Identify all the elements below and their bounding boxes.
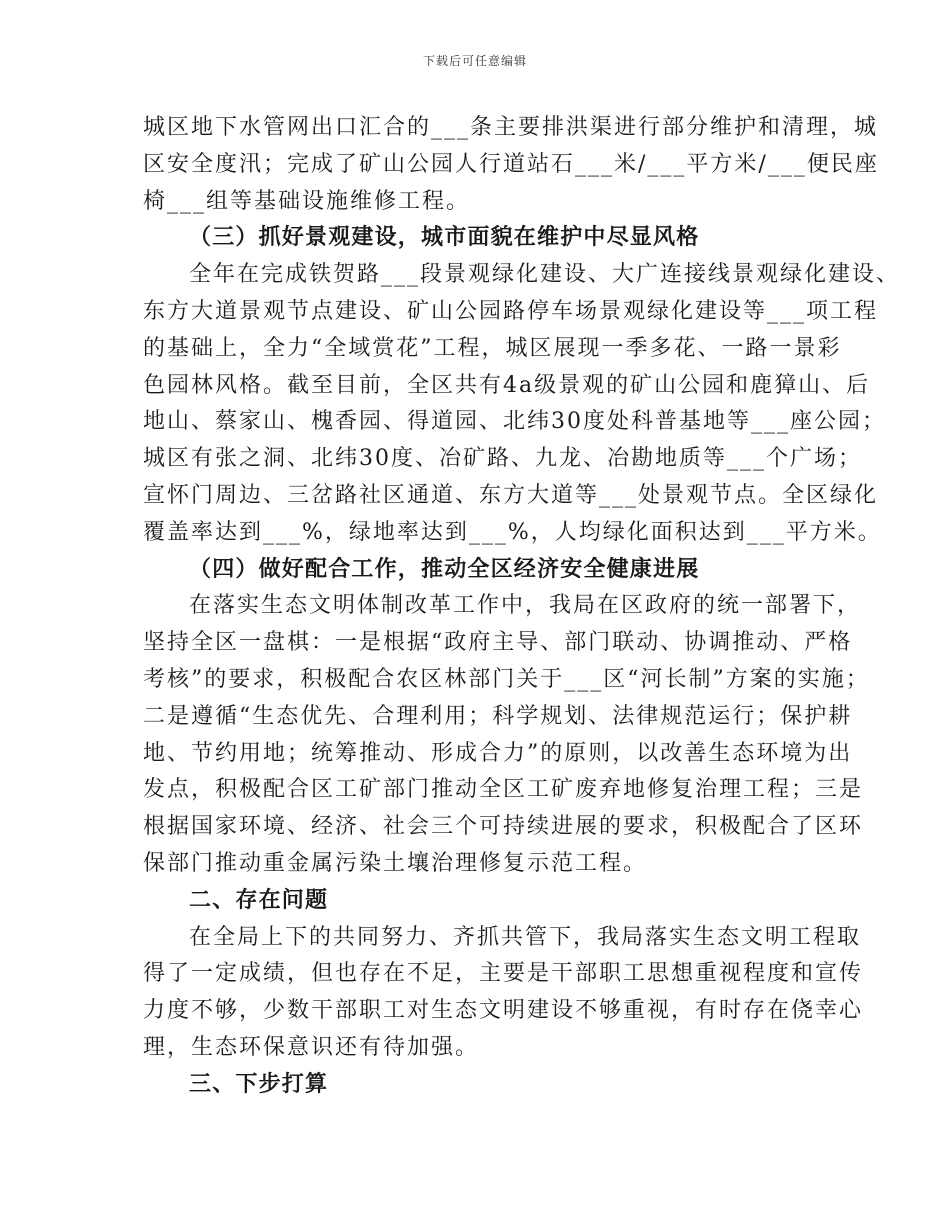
paragraph-line: 地、节约用地；统筹推动、形成合力”的原则，以改善生态环境为出	[143, 740, 853, 766]
paragraph-line: 二是遵循“生态优先、合理利用；科学规划、法律规范运行；保护耕	[143, 703, 853, 729]
paragraph-line: 理，生态环保意识还有待加强。	[143, 1034, 480, 1060]
paragraph-line: 力度不够，少数干部职工对生态文明建设不够重视，有时存在侥幸心	[143, 998, 864, 1024]
section-heading: （三）抓好景观建设，城市面貌在维护中尽显风格	[189, 225, 700, 251]
paragraph-line: 在全局上下的共同努力、齐抓共管下，我局落实生态文明工程取	[189, 924, 862, 950]
document-body	[143, 110, 901, 1104]
paragraph-line: 城区地下水管网出口汇合的___条主要排洪渠进行部分维护和清理，城	[143, 115, 879, 140]
paragraph-line: 地山、蔡家山、槐香园、得道园、北纬30度处科普基地等___座公园；	[143, 409, 886, 435]
paragraph-line: 保部门推动重金属污染土壤治理修复示范工程。	[143, 850, 648, 876]
section-heading: 三、下步打算	[189, 1071, 329, 1097]
paragraph-line: 坚持全区一盘棋：一是根据“政府主导、部门联动、协调推动、严格	[143, 630, 853, 656]
paragraph-line: 椅___组等基础设施维修工程。	[143, 188, 471, 214]
paragraph-line: 区安全度汛；完成了矿山公园人行道站石___米/___平方米/___便民座	[143, 151, 879, 177]
paragraph-line: 覆盖率达到___%，绿地率达到___%，人均绿化面积达到___平方米。	[143, 519, 882, 545]
paragraph-line: 考核”的要求，积极配合农区林部门关于___区“河长制”方案的实施；	[143, 666, 870, 692]
paragraph-line: 根据国家环境、经济、社会三个可持续进展的要求，积极配合了区环	[143, 814, 864, 840]
paragraph-line: 发点，积极配合区工矿部门推动全区工矿废弃地修复治理工程；三是	[143, 777, 864, 803]
section-heading: （四）做好配合工作，推动全区经济安全健康进展	[189, 556, 700, 582]
paragraph-line: 在落实生态文明体制改革工作中，我局在区政府的统一部署下，	[189, 593, 862, 619]
paragraph-line: 的基础上，全力“全域赏花”工程，城区展现一季多花、一路一景彩	[143, 335, 842, 361]
paragraph-line: 色园林风格。截至目前，全区共有4a级景观的矿山公园和鹿獐山、后	[143, 372, 871, 398]
paragraph-line: 得了一定成绩，但也存在不足，主要是干部职工思想重视程度和宣传	[143, 961, 864, 987]
paragraph-line: 城区有张之洞、北纬30度、冶矿路、九龙、冶勘地质等___个广场；	[143, 446, 862, 472]
paragraph-line: 全年在完成铁贺路___段景观绿化建设、大广连接线景观绿化建设、	[189, 262, 901, 288]
paragraph-line: 宣怀门周边、三岔路社区通道、东方大道等___处景观节点。全区绿化	[143, 482, 879, 508]
section-heading: 二、存在问题	[189, 887, 329, 913]
paragraph-line: 东方大道景观节点建设、矿山公园路停车场景观绿化建设等___项工程	[143, 298, 879, 324]
header-note: 下载后可任意编辑	[422, 54, 527, 68]
